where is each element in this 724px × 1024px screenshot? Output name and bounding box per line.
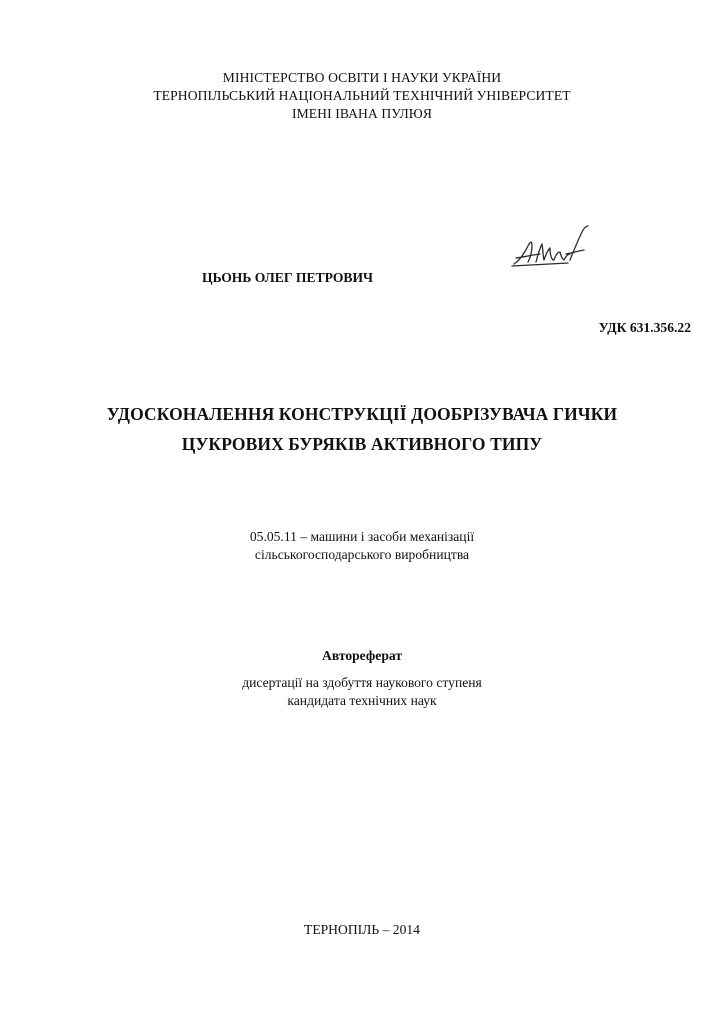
- named-after-line: ІМЕНІ ІВАНА ПУЛЮЯ: [291, 106, 433, 121]
- handwritten-signature: [510, 224, 592, 272]
- degree-line-2: кандидата технічних наук: [287, 693, 437, 708]
- udc-code: УДК 631.356.22: [598, 320, 691, 335]
- abstract-label: Автореферат: [322, 648, 402, 663]
- university-line: ТЕРНОПІЛЬСЬКИЙ НАЦІОНАЛЬНИЙ ТЕХНІЧНИЙ УНІВЕРСИТЕТ: [153, 88, 571, 103]
- ministry-line: МІНІСТЕРСТВО ОСВІТИ І НАУКИ УКРАЇНИ: [222, 70, 502, 85]
- specialty-line-2: сільськогосподарського виробництва: [254, 547, 470, 562]
- title-line-1: УДОСКОНАЛЕННЯ КОНСТРУКЦІЇ ДООБРІЗУВАЧА ГИЧКИ: [106, 404, 618, 424]
- city-year: ТЕРНОПІЛЬ – 2014: [304, 922, 420, 937]
- specialty-line-1: 05.05.11 – машини і засоби механізації: [249, 529, 475, 544]
- degree-line-1: дисертації на здобуття наукового ступеня: [242, 675, 482, 690]
- title-line-2: ЦУКРОВИХ БУРЯКІВ АКТИВНОГО ТИПУ: [181, 434, 543, 454]
- author-name: ЦЬОНЬ ОЛЕГ ПЕТРОВИЧ: [202, 270, 374, 285]
